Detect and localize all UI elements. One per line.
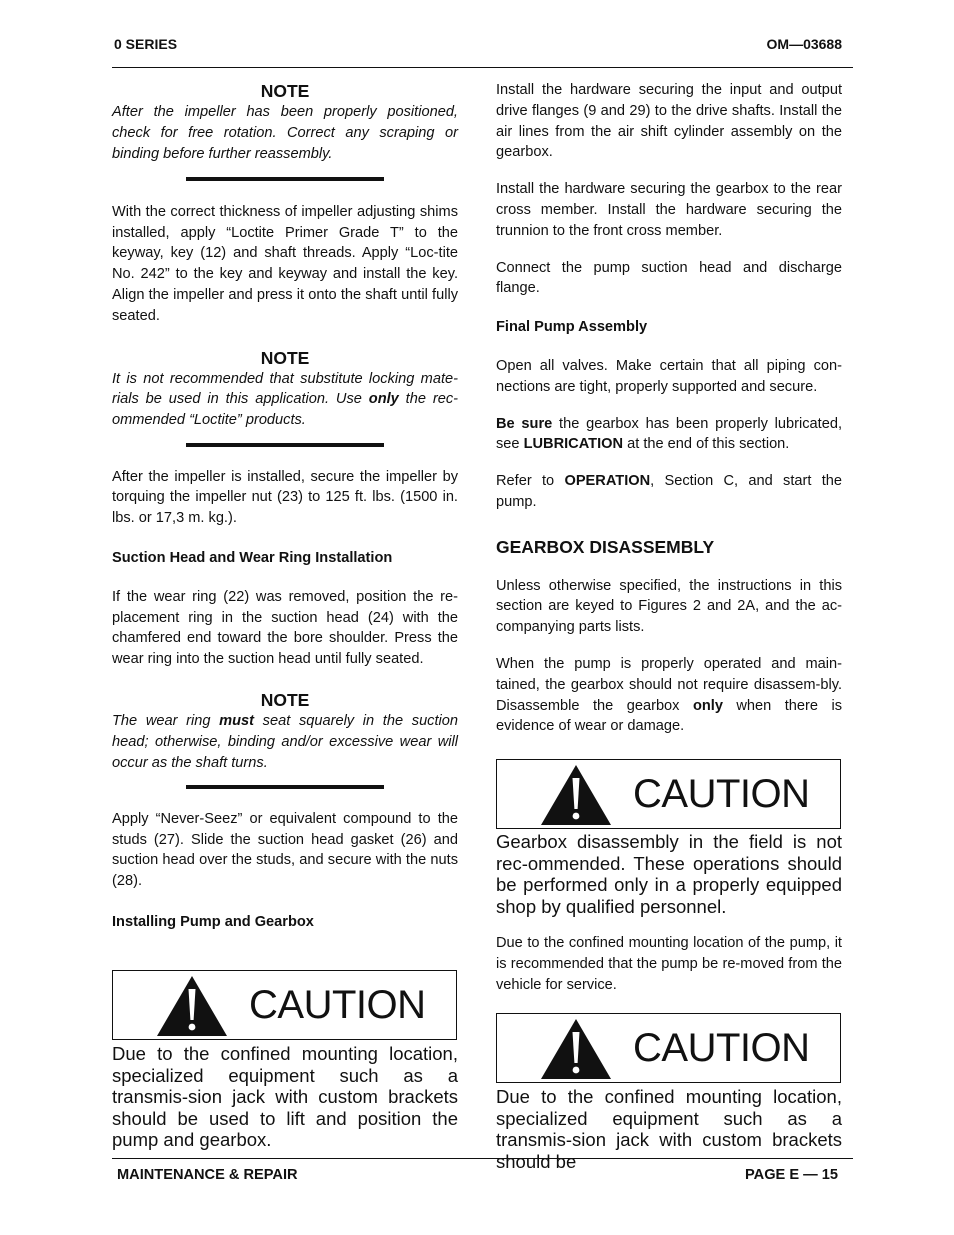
caution-text-right-2: Due to the confined mounting location, specialized equipment such as a transmis-sion jack with custom brackets should be: [496, 1086, 842, 1172]
note-divider: [186, 177, 384, 181]
paragraph-impeller-shims: With the correct thickness of impeller adjusting shims installed, apply “Loctite Primer Grade T” to the keyway, key (12) and shaft threads. Apply “Loc-tite No. 242” to the key and keyway and install the key. Align the impeller and press it onto the shaft until fully seated.: [112, 203, 458, 324]
caution-box-left: [112, 970, 457, 1040]
paragraph-drive-flanges: Install the hardware securing the input and output drive flanges (9 and 29) to the drive shafts. Install the air lines from the air shift cylinder assembly on the gearbox.: [496, 82, 842, 161]
caution-label: CAUTION: [249, 983, 426, 1027]
footer-rule: [112, 1158, 853, 1159]
emphasis: Be sure: [496, 415, 553, 432]
note-text: The wear ring: [112, 712, 220, 729]
text: the gearbox has been properly lubricated, see: [496, 415, 842, 453]
note-emphasis: must: [219, 712, 255, 729]
footer-section: MAINTENANCE & REPAIR: [117, 1167, 298, 1183]
note-3: [112, 689, 458, 789]
warning-triangle-icon: [539, 763, 613, 827]
footer-page-number: PAGE E — 15: [745, 1167, 838, 1183]
text: Refer to: [496, 473, 565, 490]
paragraph-impeller-torque: After the impeller is installed, secure the impeller by torquing the impeller nut (23) to 125 ft. lbs. (1500 in. lbs. or 17,3 m. kg.).: [112, 468, 458, 527]
caution-label: CAUTION: [633, 772, 810, 816]
paragraph-wear-ring: If the wear ring (22) was removed, position the re-placement ring in the suction head (24) with the chamfered end toward the bore shoulder. Press the wear ring into the suction head until fully seated.: [112, 588, 458, 668]
paragraph-gearbox-hardware: Install the hardware securing the gearbox to the rear cross member. Install the hardware securing the trunnion to the front cross member.: [496, 181, 842, 239]
warning-triangle-icon: [539, 1017, 613, 1081]
header-series: 0 SERIES: [114, 36, 178, 52]
note-title: NOTE: [260, 347, 310, 368]
reference-operation: OPERATION: [564, 473, 651, 490]
paragraph-figures-reference: Unless otherwise specified, the instructions in this section are keyed to Figures 2 and 2A, and the ac-companying parts lists.: [496, 577, 842, 636]
subheading-installing-pump: Installing Pump and Gearbox: [112, 914, 314, 931]
caution-box-right-1: [496, 759, 841, 829]
paragraph-open-valves: Open all valves. Make certain that all piping con-nections are tight, properly supported and secure.: [496, 357, 842, 395]
subheading-final-assembly: Final Pump Assembly: [496, 319, 648, 336]
note-text: It is not recommended that substitute locking mate-rials be used in this application. Use: [112, 370, 458, 408]
note-text: the rec-ommended “Loctite” products.: [112, 391, 458, 429]
emphasis: only: [692, 697, 723, 714]
note-emphasis: only: [368, 391, 399, 408]
note-body: After the impeller has been properly positioned, check for free rotation. Correct any scraping or binding before further reassembly.: [112, 104, 458, 162]
note-title: NOTE: [260, 81, 310, 101]
paragraph-operation: [496, 471, 842, 513]
section-heading-gearbox-disassembly: GEARBOX DISASSEMBLY: [496, 536, 715, 557]
paragraph-lubrication: [496, 414, 842, 456]
paragraph-never-seez: Apply “Never-Seez” or equivalent compound to the studs (27). Slide the suction head gasket (26) and suction head over the studs, and secure with the nuts (28).: [112, 810, 458, 890]
header-rule: [112, 67, 853, 68]
note-1: [112, 80, 458, 181]
text: at the end of this section.: [623, 436, 790, 453]
note-title: NOTE: [260, 689, 310, 710]
note-body: [112, 711, 458, 773]
reference-lubrication: LUBRICATION: [523, 436, 624, 453]
caution-box-right-2: [496, 1013, 841, 1083]
note-divider: [186, 443, 384, 447]
note-body: [112, 369, 458, 431]
caution-text-left: Due to the confined mounting location, specialized equipment such as a transmis-sion jack with custom brackets should be used to lift and position the pump and gearbox.: [112, 1043, 458, 1151]
text: , Section C, and start the pump.: [496, 473, 843, 510]
caution-label: CAUTION: [633, 1026, 810, 1070]
subheading-suction-head: Suction Head and Wear Ring Installation: [112, 549, 393, 566]
right-column: [496, 80, 842, 737]
note-text: seat squarely in the suction head; otherwise, binding and/or excessive wear will occur as the shaft turns.: [112, 712, 459, 771]
warning-triangle-icon: [155, 974, 229, 1038]
paragraph-connect-suction: Connect the pump suction head and discharge flange.: [496, 259, 842, 297]
header-doc-number: OM—03688: [766, 36, 842, 52]
paragraph-when-disassemble: [496, 654, 842, 737]
left-column: [112, 80, 458, 933]
text: when there is evidence of wear or damage.: [496, 697, 842, 735]
text: When the pump is properly operated and main-tained, the gearbox should not require disassem-bly. Disassemble the gearbox: [496, 655, 842, 714]
note-divider: [186, 785, 384, 789]
paragraph-remove-pump: Due to the confined mounting location of the pump, it is recommended that the pump be re-moved from the vehicle for service.: [496, 935, 842, 993]
caution-text-right-1: Gearbox disassembly in the field is not rec-ommended. These operations should be performed only in a properly equipped shop by qualified personnel.: [496, 831, 842, 917]
note-2: [112, 347, 458, 447]
